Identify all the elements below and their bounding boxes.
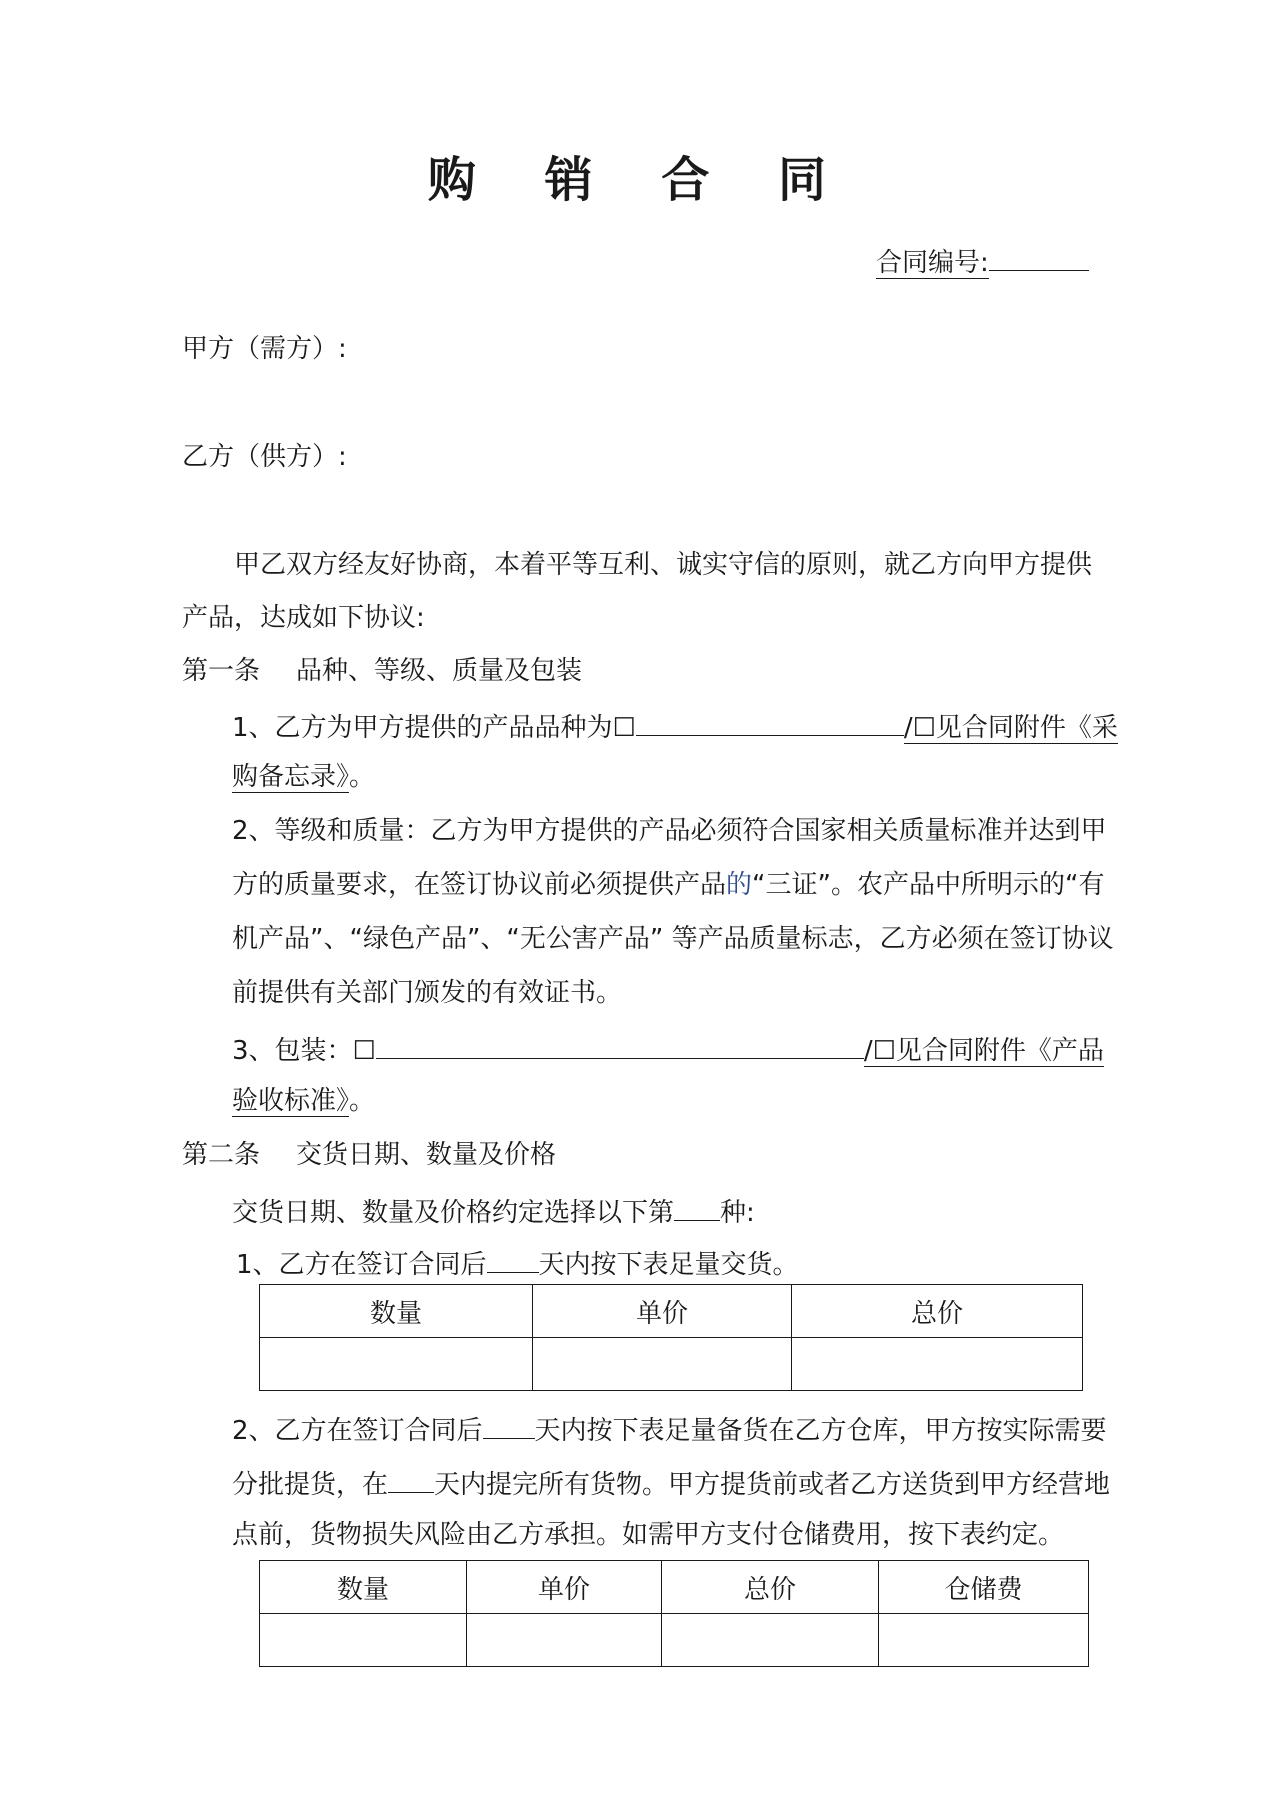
header-cell: 数量 — [260, 1561, 467, 1614]
intro-line-1: 甲乙双方经友好协商，本着平等互利、诚实守信的原则，就乙方向甲方提供 — [234, 550, 1093, 580]
option-2-text-b: 天内按下表足量备货在乙方仓库，甲方按实际需要 — [534, 1416, 1107, 1446]
item-1-cont: 购备忘录》 — [232, 762, 350, 792]
article-1-item-3-cont — [232, 1086, 375, 1116]
intro-line-2: 产品，达成如下协议: — [182, 603, 425, 633]
article-2-heading — [182, 1140, 556, 1170]
item-1-prefix: 1、乙方为甲方提供的产品品种为 — [232, 713, 613, 743]
option-1-text-b: 天内按下表足量交货。 — [538, 1250, 799, 1280]
table-cell[interactable] — [260, 1338, 533, 1391]
option-2-line-3: 点前，货物损失风险由乙方承担。如需甲方支付仓储费用，按下表约定。 — [232, 1520, 1065, 1550]
table-option-2 — [259, 1560, 1089, 1667]
article-1-item-3 — [232, 1032, 1104, 1066]
article-1-heading — [182, 656, 582, 686]
contract-no-field[interactable] — [989, 244, 1089, 271]
table-cell[interactable] — [792, 1338, 1083, 1391]
option-1-days-field[interactable] — [487, 1246, 539, 1273]
article-1-item-2-line-4: 前提供有关部门颁发的有效证书。 — [232, 978, 623, 1008]
page-title: 购 销 合 同 — [427, 152, 853, 208]
option-choice-field[interactable] — [674, 1194, 720, 1221]
party-a-label: 甲方（需方）: — [182, 334, 347, 364]
table-row — [260, 1614, 1089, 1667]
article-2-number: 第二条 — [182, 1140, 261, 1170]
item-1-end: 。 — [349, 762, 376, 792]
contract-no-label: 合同编号: — [876, 248, 989, 278]
header-cell: 总价 — [662, 1561, 879, 1614]
article-1-title: 品种、等级、质量及包装 — [296, 656, 583, 686]
article-1-item-2-line-3: 机产品”、“绿色产品”、“无公害产品” 等产品质量标志，乙方必须在签订协议 — [232, 924, 1114, 954]
table-cell[interactable] — [662, 1614, 879, 1667]
item-2-line-2a: 方的质量要求，在签订协议前必须提供产品 — [232, 870, 727, 900]
table-cell[interactable] — [260, 1614, 467, 1667]
header-cell: 单价 — [533, 1285, 792, 1338]
article-1-item-2-line-2 — [232, 870, 1104, 900]
table-header-row — [260, 1561, 1089, 1614]
item-3-prefix: 3、包装： — [232, 1036, 353, 1066]
item-1-suffix: /☐见合同附件《采 — [903, 713, 1118, 743]
table-cell[interactable] — [879, 1614, 1089, 1667]
item-2-line-2b: 的 — [726, 870, 753, 900]
choose-text-a: 交货日期、数量及价格约定选择以下第 — [232, 1198, 675, 1228]
item-3-end: 。 — [349, 1086, 376, 1116]
option-2-pickup-days-field[interactable] — [388, 1466, 434, 1493]
header-cell: 单价 — [467, 1561, 662, 1614]
checkbox-icon[interactable]: ☐ — [352, 1036, 376, 1066]
table-cell[interactable] — [533, 1338, 792, 1391]
header-cell: 总价 — [792, 1285, 1083, 1338]
table-header-row — [260, 1285, 1083, 1338]
option-1-text-a: 1、乙方在签订合同后 — [236, 1250, 487, 1280]
table-cell[interactable] — [467, 1614, 662, 1667]
choose-text-b: 种: — [720, 1198, 755, 1228]
option-2-line-2-b: 天内提完所有货物。甲方提货前或者乙方送货到甲方经营地 — [434, 1470, 1111, 1500]
item-2-line-2c: “三证”。农产品中所明示的“有 — [752, 870, 1105, 900]
variety-field[interactable] — [636, 709, 904, 736]
header-cell: 仓储费 — [879, 1561, 1089, 1614]
option-2-text-a: 2、乙方在签订合同后 — [232, 1416, 483, 1446]
packaging-field[interactable] — [376, 1032, 864, 1059]
article-1-number: 第一条 — [182, 656, 261, 686]
checkbox-icon[interactable]: ☐ — [612, 713, 636, 743]
party-b-label: 乙方（供方）: — [182, 442, 347, 472]
table-row — [260, 1338, 1083, 1391]
contract-no — [876, 244, 1089, 278]
option-2-line-2-a: 分批提货，在 — [232, 1470, 389, 1500]
option-2-days-field[interactable] — [483, 1412, 535, 1439]
article-2-choose — [232, 1194, 755, 1228]
article-1-item-2-line-1: 2、等级和质量：乙方为甲方提供的产品必须符合国家相关质量标准并达到甲 — [232, 816, 1107, 846]
article-1-item-1-cont — [232, 762, 375, 792]
item-3-cont: 验收标准》 — [232, 1086, 350, 1116]
article-1-item-1 — [232, 709, 1118, 743]
table-option-1 — [259, 1284, 1083, 1391]
header-cell: 数量 — [260, 1285, 533, 1338]
article-2-title: 交货日期、数量及价格 — [296, 1140, 557, 1170]
option-1 — [236, 1246, 799, 1280]
option-2-line-1 — [232, 1412, 1107, 1446]
option-2-line-2 — [232, 1466, 1110, 1500]
item-3-suffix: /☐见合同附件《产品 — [863, 1036, 1104, 1066]
